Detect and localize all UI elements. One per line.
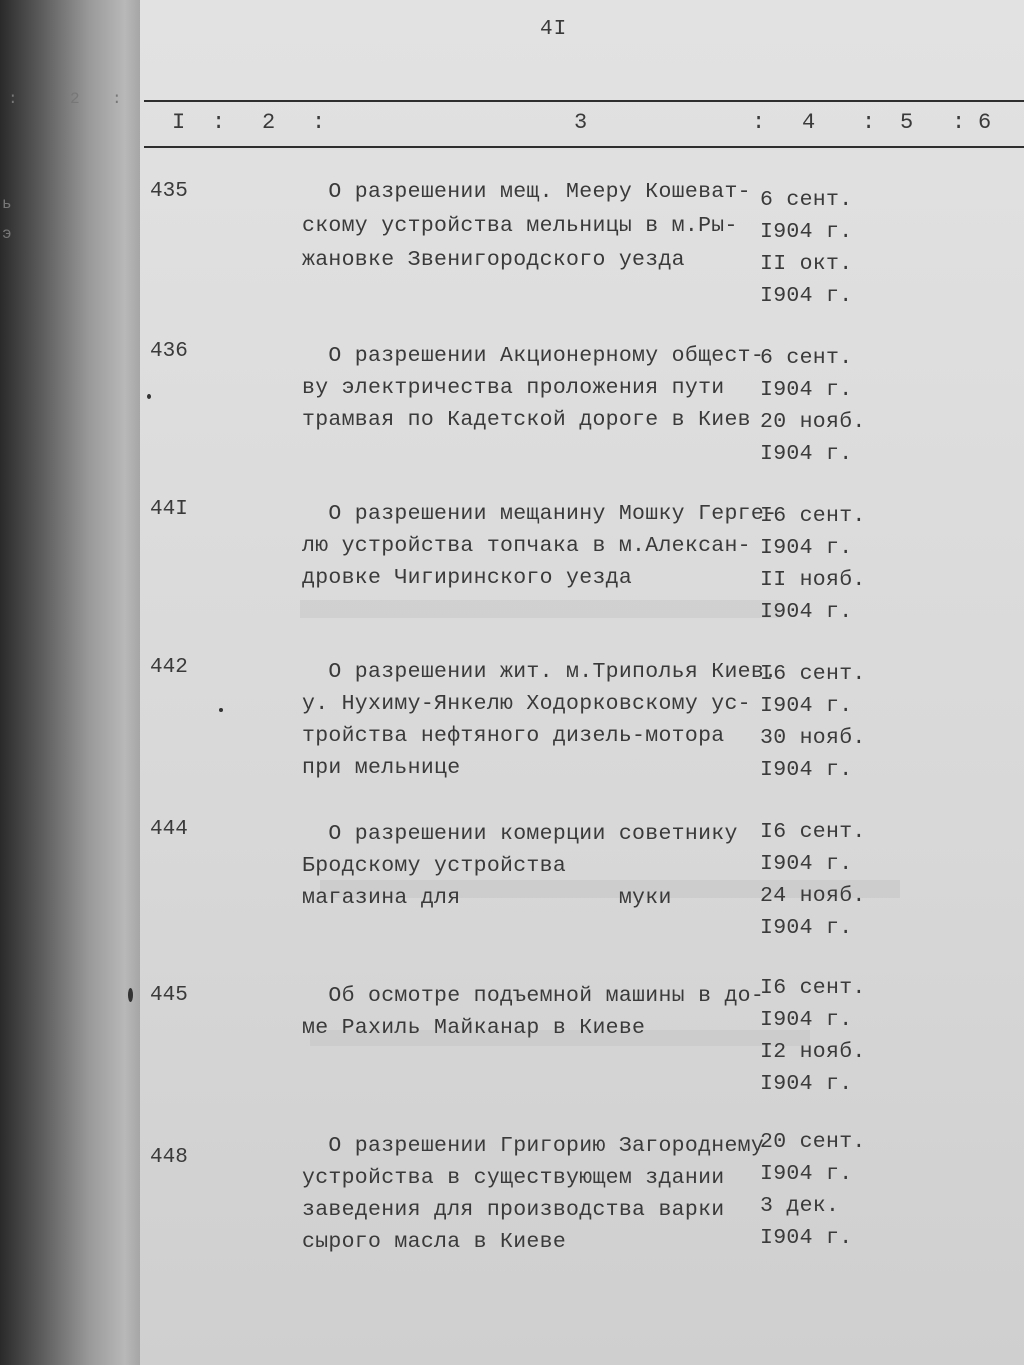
date-line: I904 г. [760,852,853,876]
description-line: Об осмотре подъемной машины в до- [302,984,765,1008]
ink-dot [147,394,151,399]
date-line: I904 г. [760,694,853,718]
date-line: I6 сент. [760,820,866,844]
bleed-through-mark [300,600,780,618]
previous-page-edge [0,0,140,1365]
date-line: II нояб. [760,568,866,592]
date-line: 20 сент. [760,1130,866,1154]
header-col-6: 6 [978,110,992,135]
description-line: дровке Чигиринского уезда [302,566,633,590]
date-line: I904 г. [760,916,853,940]
header-col-1: I [172,110,186,135]
entry-number: 442 [150,656,188,679]
description-line: О разрешении Григорию Загороднему [302,1134,765,1158]
entry-number: 448 [150,1146,188,1169]
description-line: сырого масла в Киеве [302,1230,567,1254]
margin-ghost-text: : [112,90,122,108]
margin-ghost-text: э [2,225,12,243]
date-line: 3 дек. [760,1194,840,1218]
date-line: I904 г. [760,378,853,402]
date-line: I904 г. [760,758,853,782]
description-line: Бродскому устройства [302,854,567,878]
description-line: О разрешении комерции советнику [302,822,738,846]
description-line: О разрешении мещ. Мееру Кошеват- [302,180,751,204]
description-line: тройства нефтяного дизель-мотора [302,724,725,748]
description-line: лю устройства топчака в м.Алексан- [302,534,751,558]
date-line: 6 сент. [760,188,853,212]
description-line: О разрешении жит. м.Триполья Киев. [302,660,778,684]
date-line: I904 г. [760,1226,853,1250]
description-line: магазина для муки [302,886,672,910]
date-line: 20 нояб. [760,410,866,434]
page-number: 4I [540,18,568,41]
date-line: I904 г. [760,600,853,624]
description-line: скому устройства мельницы в м.Ры- [302,214,738,238]
header-separator: : [952,110,966,135]
date-line: I904 г. [760,1162,853,1186]
header-separator: : [212,110,226,135]
date-line: I904 г. [760,1072,853,1096]
date-line: I2 нояб. [760,1040,866,1064]
date-line: I904 г. [760,1008,853,1032]
description-line: устройства в существующем здании [302,1166,725,1190]
description-line: при мельнице [302,756,461,780]
header-col-3: 3 [574,110,588,135]
date-line: I904 г. [760,284,853,308]
header-col-2: 2 [262,110,276,135]
description-line: заведения для производства варки [302,1198,725,1222]
date-line: I904 г. [760,536,853,560]
margin-ghost-text: : [8,90,18,108]
document-page [140,0,1024,1365]
date-line: II окт. [760,252,853,276]
date-line: I904 г. [760,220,853,244]
header-rule-bottom [144,146,1024,148]
margin-dot [128,988,133,1002]
entry-number: 435 [150,180,188,203]
date-line: I904 г. [760,442,853,466]
description-line: ву электричества проложения пути [302,376,725,400]
entry-number: 445 [150,984,188,1007]
entry-number: 444 [150,818,188,841]
description-line: у. Нухиму-Янкелю Ходорковскому ус- [302,692,751,716]
date-line: I6 сент. [760,662,866,686]
header-separator: : [862,110,876,135]
header-rule-top [144,100,1024,102]
date-line: 6 сент. [760,346,853,370]
description-line: ме Рахиль Майканар в Киеве [302,1016,646,1040]
margin-ghost-text: ь [2,195,12,213]
header-col-5: 5 [900,110,914,135]
description-line: О разрешении Акционерному общест- [302,344,765,368]
date-line: 24 нояб. [760,884,866,908]
entry-number: 436 [150,340,188,363]
margin-ghost-text: 2 [70,90,80,108]
header-col-4: 4 [802,110,816,135]
entry-number: 44I [150,498,188,521]
description-line: жановке Звенигородского уезда [302,248,685,272]
date-line: I6 сент. [760,504,866,528]
header-separator: : [312,110,326,135]
header-separator: : [752,110,766,135]
date-line: 30 нояб. [760,726,866,750]
date-line: I6 сент. [760,976,866,1000]
description-line: О разрешении мещанину Мошку Герге- [302,502,778,526]
description-line: трамвая по Кадетской дороге в Киев [302,408,751,432]
ink-dot [219,708,223,712]
